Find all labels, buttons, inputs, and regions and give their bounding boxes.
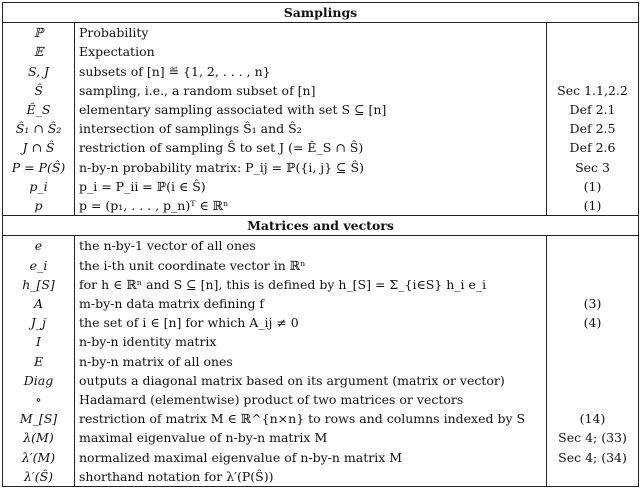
notation-description: normalized maximal eigenvalue of n-by-n matrix M xyxy=(75,448,547,467)
table-row xyxy=(3,409,639,428)
notation-symbol: A xyxy=(3,294,75,313)
notation-symbol: p xyxy=(3,196,75,216)
notation-description: for h ∈ ℝⁿ and S ⊆ [n], this is defined by h_[S] = Σ_{i∈S} h_i e_i xyxy=(75,275,547,294)
notation-symbol: 𝔼 xyxy=(3,42,75,61)
table-row xyxy=(3,81,639,100)
notation-reference: (3) xyxy=(547,294,639,313)
notation-description: the i-th unit coordinate vector in ℝⁿ xyxy=(75,256,547,275)
notation-reference xyxy=(547,236,639,256)
table-row xyxy=(3,23,639,43)
table-row xyxy=(3,352,639,371)
notation-symbol: I xyxy=(3,332,75,351)
table-row xyxy=(3,236,639,256)
notation-symbol: J_j xyxy=(3,313,75,332)
table-row xyxy=(3,448,639,467)
section-header-row xyxy=(3,216,639,236)
table-row xyxy=(3,196,639,216)
table-row xyxy=(3,256,639,275)
notation-description: restriction of matrix M ∈ ℝ^{n×n} to rows and columns indexed by S xyxy=(75,409,547,428)
notation-description: Hadamard (elementwise) product of two matrices or vectors xyxy=(75,390,547,409)
notation-reference: (14) xyxy=(547,409,639,428)
notation-description: n-by-n matrix of all ones xyxy=(75,352,547,371)
notation-symbol: Ŝ xyxy=(3,81,75,100)
notation-reference: (4) xyxy=(547,313,639,332)
notation-symbol: S, J xyxy=(3,62,75,81)
table-row xyxy=(3,313,639,332)
notation-description: p = (p₁, . . . , p_n)ᵀ ∈ ℝⁿ xyxy=(75,196,547,216)
notation-reference xyxy=(547,390,639,409)
notation-description: n-by-n probability matrix: P_ij = ℙ({i, j} ⊆ Ŝ) xyxy=(75,158,547,177)
notation-reference: Sec 4; (34) xyxy=(547,448,639,467)
notation-description: restriction of sampling Ŝ to set J (= Ê_S ∩ Ŝ) xyxy=(75,138,547,157)
notation-symbol: ℙ xyxy=(3,23,75,43)
notation-symbol: p_i xyxy=(3,177,75,196)
notation-symbol: e xyxy=(3,236,75,256)
table-row xyxy=(3,138,639,157)
notation-symbol: Diag xyxy=(3,371,75,390)
section-header-row xyxy=(3,3,639,23)
notation-description: sampling, i.e., a random subset of [n] xyxy=(75,81,547,100)
notation-reference xyxy=(547,23,639,43)
notation-symbol: Ê_S xyxy=(3,100,75,119)
table-row xyxy=(3,371,639,390)
table-row xyxy=(3,294,639,313)
notation-symbol: λ(M) xyxy=(3,428,75,447)
table-row xyxy=(3,177,639,196)
table-row xyxy=(3,100,639,119)
notation-symbol: Ŝ₁ ∩ Ŝ₂ xyxy=(3,119,75,138)
table-row xyxy=(3,428,639,447)
notation-description: outputs a diagonal matrix based on its argument (matrix or vector) xyxy=(75,371,547,390)
notation-description: elementary sampling associated with set S ⊆ [n] xyxy=(75,100,547,119)
notation-description: the n-by-1 vector of all ones xyxy=(75,236,547,256)
notation-reference: Sec 1.1,2.2 xyxy=(547,81,639,100)
notation-reference: Def 2.1 xyxy=(547,100,639,119)
table-row xyxy=(3,467,639,487)
notation-reference: Def 2.5 xyxy=(547,119,639,138)
notation-reference xyxy=(547,256,639,275)
notation-reference: (1) xyxy=(547,196,639,216)
notation-symbol: E xyxy=(3,352,75,371)
table-row xyxy=(3,42,639,61)
section-title: Samplings xyxy=(3,3,639,23)
notation-description: intersection of samplings Ŝ₁ and Ŝ₂ xyxy=(75,119,547,138)
notation-reference: (1) xyxy=(547,177,639,196)
notation-reference xyxy=(547,62,639,81)
notation-description: m-by-n data matrix defining f xyxy=(75,294,547,313)
table-row xyxy=(3,332,639,351)
notation-description: the set of i ∈ [n] for which A_ij ≠ 0 xyxy=(75,313,547,332)
notation-symbol: J ∩ Ŝ xyxy=(3,138,75,157)
notation-symbol: ∘ xyxy=(3,390,75,409)
notation-description: p_i = P_ii = ℙ(i ∈ Ŝ) xyxy=(75,177,547,196)
notation-symbol: h_[S] xyxy=(3,275,75,294)
notation-symbol: e_i xyxy=(3,256,75,275)
notation-description: n-by-n identity matrix xyxy=(75,332,547,351)
table-row xyxy=(3,119,639,138)
notation-description: shorthand notation for λ′(P(Ŝ)) xyxy=(75,467,547,487)
notation-reference xyxy=(547,352,639,371)
notation-symbol: λ′(M) xyxy=(3,448,75,467)
notation-description: subsets of [n] ≝ {1, 2, . . . , n} xyxy=(75,62,547,81)
notation-description: maximal eigenvalue of n-by-n matrix M xyxy=(75,428,547,447)
notation-reference: Def 2.6 xyxy=(547,138,639,157)
notation-symbol: P = P(Ŝ) xyxy=(3,158,75,177)
table-row xyxy=(3,275,639,294)
notation-description: Probability xyxy=(75,23,547,43)
notation-symbol: M_[S] xyxy=(3,409,75,428)
table-row xyxy=(3,158,639,177)
notation-reference xyxy=(547,42,639,61)
table-row xyxy=(3,62,639,81)
table-row xyxy=(3,390,639,409)
notation-reference: Sec 3 xyxy=(547,158,639,177)
notation-reference: Sec 4; (33) xyxy=(547,428,639,447)
notation-reference xyxy=(547,332,639,351)
section-title: Matrices and vectors xyxy=(3,216,639,236)
notation-reference xyxy=(547,467,639,487)
notation-reference xyxy=(547,275,639,294)
notation-description: Expectation xyxy=(75,42,547,61)
notation-symbol: λ′(Ŝ) xyxy=(3,467,75,487)
notation-reference xyxy=(547,371,639,390)
notation-table xyxy=(2,2,639,487)
